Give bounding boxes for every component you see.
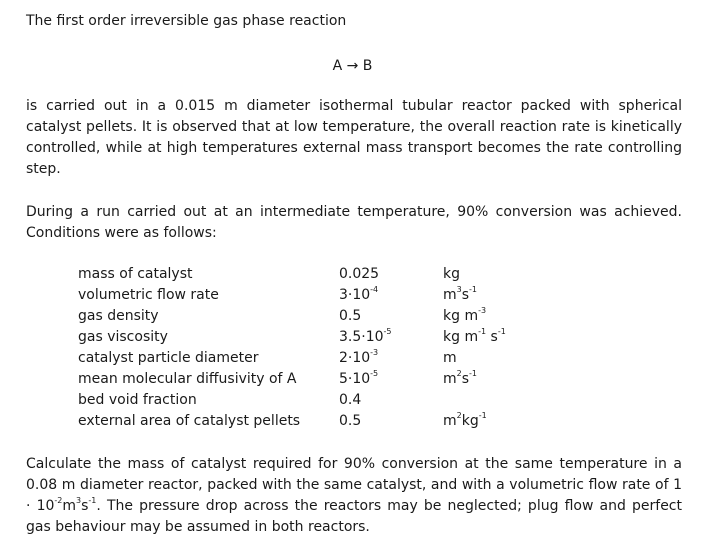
condition-unit-exponent: -1 bbox=[478, 327, 487, 337]
condition-unit-exponent: 2 bbox=[456, 411, 462, 421]
condition-unit-exponent-2: -1 bbox=[478, 411, 487, 421]
reaction-equation: A → B bbox=[332, 58, 373, 74]
condition-row bbox=[74, 390, 567, 411]
question-exp2: 3 bbox=[76, 496, 82, 506]
condition-value bbox=[335, 369, 439, 390]
condition-unit-exponent-2: -1 bbox=[469, 285, 478, 295]
condition-unit-mid: s bbox=[461, 371, 470, 387]
condition-unit-exponent: -3 bbox=[478, 306, 487, 316]
condition-unit-exponent: 2 bbox=[456, 369, 462, 379]
condition-name: mean molecular diffusivity of A bbox=[78, 371, 297, 387]
question-part3: s bbox=[81, 498, 89, 514]
condition-value bbox=[335, 348, 439, 369]
reactor-description: is carried out in a 0.015 m diameter isothermal tubular reactor packed with spherical catalyst pellets. It is observed that at low temperature, the overall reaction rate is kinetically controlled, while at high temperatures external mass transport becomes the rate controlling step. bbox=[26, 98, 682, 177]
condition-row bbox=[74, 348, 567, 369]
question-part2: m bbox=[62, 498, 77, 514]
condition-unit bbox=[439, 306, 567, 327]
condition-unit-base: kg m bbox=[443, 308, 479, 324]
condition-unit-exponent: 3 bbox=[456, 285, 462, 295]
condition-value bbox=[335, 285, 439, 306]
condition-value: 0.025 bbox=[339, 266, 380, 282]
condition-row bbox=[74, 411, 567, 432]
condition-unit bbox=[439, 285, 567, 306]
condition-value-base: 3.5·10 bbox=[339, 329, 384, 345]
condition-value-exponent: -3 bbox=[370, 348, 379, 358]
condition-name: gas viscosity bbox=[78, 329, 168, 345]
condition-value-exponent: -5 bbox=[370, 369, 379, 379]
condition-name: gas density bbox=[78, 308, 159, 324]
question-exp1: -2 bbox=[54, 496, 63, 506]
condition-name: external area of catalyst pellets bbox=[78, 413, 301, 429]
condition-name: catalyst particle diameter bbox=[78, 350, 259, 366]
condition-unit-base: m bbox=[443, 287, 457, 303]
condition-name: volumetric flow rate bbox=[78, 287, 219, 303]
condition-value-exponent: -5 bbox=[383, 327, 392, 337]
question-text bbox=[26, 454, 682, 538]
condition-unit: kg bbox=[443, 266, 460, 282]
condition-row bbox=[74, 285, 567, 306]
condition-unit-mid: s bbox=[461, 287, 470, 303]
condition-value-base: 3·10 bbox=[339, 287, 371, 303]
condition-unit bbox=[439, 369, 567, 390]
condition-unit-mid: s bbox=[486, 329, 498, 345]
conditions-table bbox=[74, 264, 567, 432]
question-part4: . The pressure drop across the reactors may be neglected; plug flow and perfect gas behaviour may be assumed in both reactors. bbox=[26, 498, 682, 535]
condition-unit-mid: kg bbox=[461, 413, 479, 429]
condition-unit-base: kg m bbox=[443, 329, 479, 345]
condition-name: bed void fraction bbox=[78, 392, 197, 408]
question-part1: Calculate the mass of catalyst required for 90% conversion at the same temperature in a 0.08 m diameter reactor, packed with the same catalyst, and with a volumetric flow rate of 1 · 10 bbox=[26, 456, 682, 514]
question-exp3: -1 bbox=[88, 496, 97, 506]
condition-row bbox=[74, 327, 567, 348]
run-conditions-text: During a run carried out at an intermediate temperature, 90% conversion was achieved. Conditions were as follows: bbox=[26, 204, 682, 241]
condition-value: 0.4 bbox=[339, 392, 362, 408]
condition-row bbox=[74, 369, 567, 390]
condition-value bbox=[335, 327, 439, 348]
condition-unit-exponent-2: -1 bbox=[469, 369, 478, 379]
condition-name: mass of catalyst bbox=[78, 266, 193, 282]
condition-value: 0.5 bbox=[339, 308, 362, 324]
condition-unit bbox=[439, 327, 567, 348]
condition-value-exponent: -4 bbox=[370, 285, 379, 295]
condition-value-base: 2·10 bbox=[339, 350, 371, 366]
condition-unit: m bbox=[443, 350, 457, 366]
condition-unit-base: m bbox=[443, 371, 457, 387]
condition-unit bbox=[439, 390, 567, 411]
condition-unit bbox=[439, 411, 567, 432]
condition-unit-base: m bbox=[443, 413, 457, 429]
condition-unit-exponent-2: -1 bbox=[497, 327, 506, 337]
condition-value: 0.5 bbox=[339, 413, 362, 429]
condition-value-base: 5·10 bbox=[339, 371, 371, 387]
condition-row bbox=[74, 306, 567, 327]
intro-text: The first order irreversible gas phase reaction bbox=[26, 13, 347, 29]
condition-row bbox=[74, 264, 567, 285]
